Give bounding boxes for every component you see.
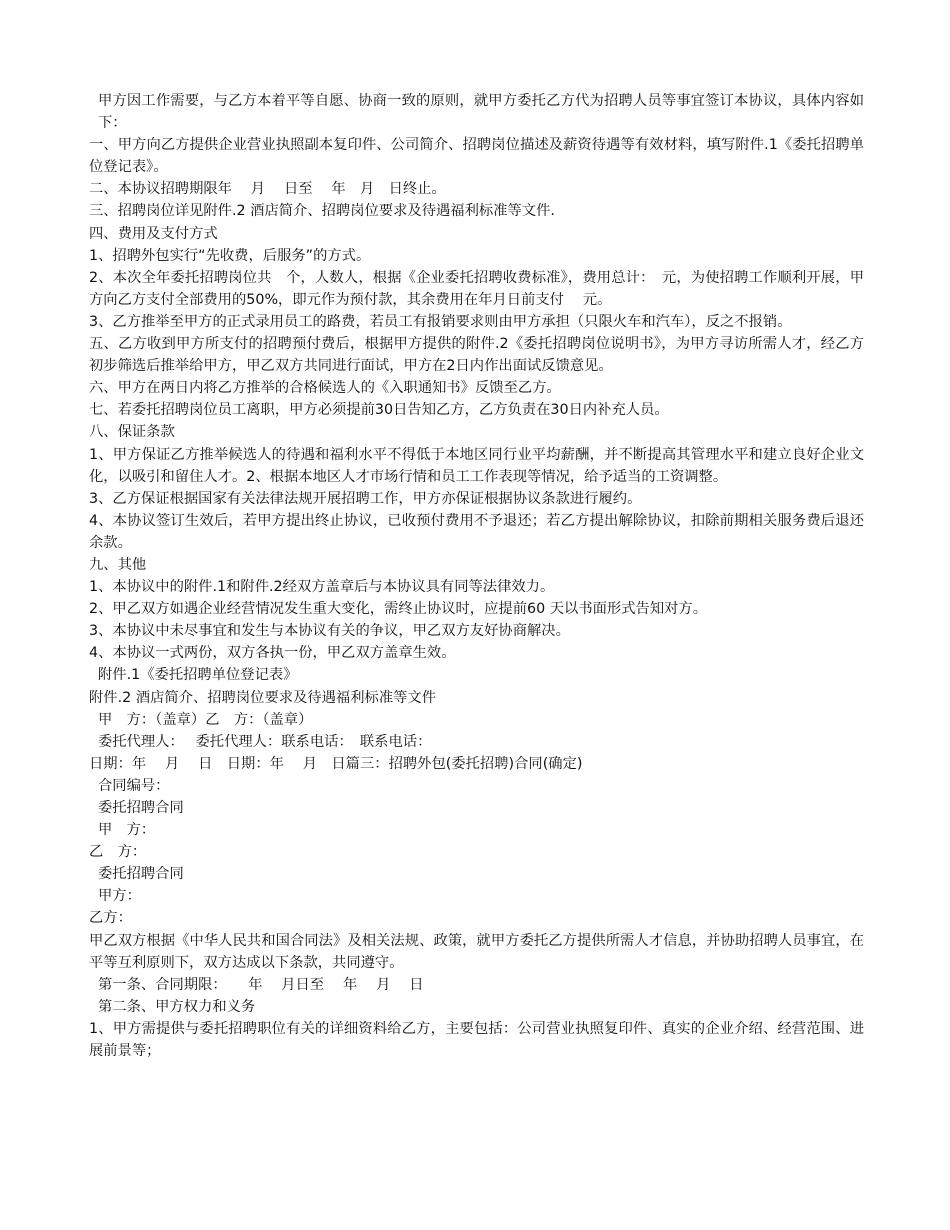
paragraph: 委托招聘合同 bbox=[98, 800, 184, 816]
paragraph: 3、乙方推举至甲方的正式录用员工的路费，若员工有报销要求则由甲方承担（只限火车和汽车），反之不报销。 bbox=[89, 313, 792, 330]
paragraph: 2、甲乙双方如遇企业经营情况发生重大变化，需终止协议时，应提前60 天以书面形式告知对方。 bbox=[89, 601, 708, 618]
paragraph: 1、本协议中的附件.1和附件.2经双方盖章后与本协议具有同等法律效力。 bbox=[89, 579, 555, 596]
paragraph: 2、本次全年委托招聘岗位共 个，人数人，根据《企业委托招聘收费标准》，费用总计： 元，为使招聘工作顺利开展，甲方向乙方支付全部费用的50%，即元作为预付款，其余费用在年月日前支付 元。 bbox=[89, 269, 864, 308]
paragraph: 附件.1《委托招聘单位登记表》 bbox=[98, 667, 298, 684]
paragraph: 1、招聘外包实行“先收费，后服务”的方式。 bbox=[89, 247, 371, 264]
paragraph: 1、甲方需提供与委托招聘职位有关的详细资料给乙方，主要包括：公司营业执照复印件、真实的企业介绍、经营范围、进展前景等； bbox=[89, 1020, 864, 1060]
paragraph: 合同编号： bbox=[98, 777, 170, 794]
paragraph: 三、招聘岗位详见附件.2 酒店简介、招聘岗位要求及待遇福利标准等文件. bbox=[89, 203, 555, 220]
paragraph: 第二条、甲方权力和义务 bbox=[98, 998, 256, 1015]
paragraph: 委托代理人： 委托代理人：联系电话： 联系电话： bbox=[98, 733, 432, 750]
paragraph: 第一条、合同期限： 年 月日至 年 月 日 bbox=[98, 976, 424, 993]
document-body bbox=[89, 90, 864, 1062]
paragraph: 乙方： bbox=[89, 910, 132, 927]
paragraph: 五、乙方收到甲方所支付的招聘预付费后，根据甲方提供的附件.2《委托招聘岗位说明书》，为甲方寻访所需人才，经乙方初步筛选后推举给甲方，甲乙双方共同进行面试，甲方在2日内作出面试反馈意见。 bbox=[89, 336, 864, 375]
paragraph: 七、若委托招聘岗位员工离职，甲方必须提前30日告知乙方，乙方负责在30日内补充人员。 bbox=[89, 402, 669, 419]
paragraph: 日期：年 月 日 日期：年 月 日篇三：招聘外包(委托招聘)合同(确定) bbox=[89, 755, 583, 772]
paragraph: 4、本协议一式两份，双方各执一份，甲乙双方盖章生效。 bbox=[89, 645, 456, 662]
paragraph: 附件.2 酒店简介、招聘岗位要求及待遇福利标准等文件 bbox=[89, 689, 437, 706]
paragraph: 乙 方： bbox=[89, 844, 147, 861]
paragraph: 甲乙双方根据《中华人民共和国合同法》及相关法规、政策，就甲方委托乙方提供所需人才信息，并协助招聘人员事宜，在平等互利原则下，双方达成以下条款，共同遵守。 bbox=[89, 932, 864, 971]
paragraph: 九、其他 bbox=[89, 556, 147, 573]
paragraph: 一、甲方向乙方提供企业营业执照副本复印件、公司简介、招聘岗位描述及薪资待遇等有效材料，填写附件.1《委托招聘单位登记表》。 bbox=[89, 137, 864, 176]
paragraph: 4、本协议签订生效后，若甲方提出终止协议，已收预付费用不予退还；若乙方提出解除协议，扣除前期相关服务费后退还余款。 bbox=[89, 512, 864, 551]
paragraph: 甲 方： bbox=[98, 822, 156, 839]
paragraph: 甲方因工作需要，与乙方本着平等自愿、协商一致的原则，就甲方委托乙方代为招聘人员等事宜签订本协议，具体内容如下： bbox=[98, 93, 864, 132]
paragraph: 3、本协议中未尽事宜和发生与本协议有关的争议，甲乙双方友好协商解决。 bbox=[89, 623, 570, 640]
paragraph: 3、乙方保证根据国家有关法律法规开展招聘工作，甲方亦保证根据协议条款进行履约。 bbox=[89, 490, 642, 507]
paragraph: 1、甲方保证乙方推举候选人的待遇和福利水平不得低于本地区同行业平均薪酬，并不断提高其管理水平和建立良好企业文化，以吸引和留住人才。2、根据本地区人才市场行情和员工工作表现等情况，给予适当的工资调整。 bbox=[89, 446, 864, 485]
paragraph: 六、甲方在两日内将乙方推举的合格候选人的《入职通知书》反馈至乙方。 bbox=[89, 380, 561, 397]
paragraph: 甲方： bbox=[98, 888, 141, 905]
paragraph: 委托招聘合同 bbox=[98, 866, 184, 883]
paragraph: 八、保证条款 bbox=[89, 424, 175, 441]
paragraph: 二、本协议招聘期限年 月 日至 年 月 日终止。 bbox=[89, 181, 446, 198]
paragraph: 四、费用及支付方式 bbox=[89, 225, 218, 242]
paragraph: 甲 方：（盖章）乙 方：（盖章） bbox=[98, 711, 313, 728]
